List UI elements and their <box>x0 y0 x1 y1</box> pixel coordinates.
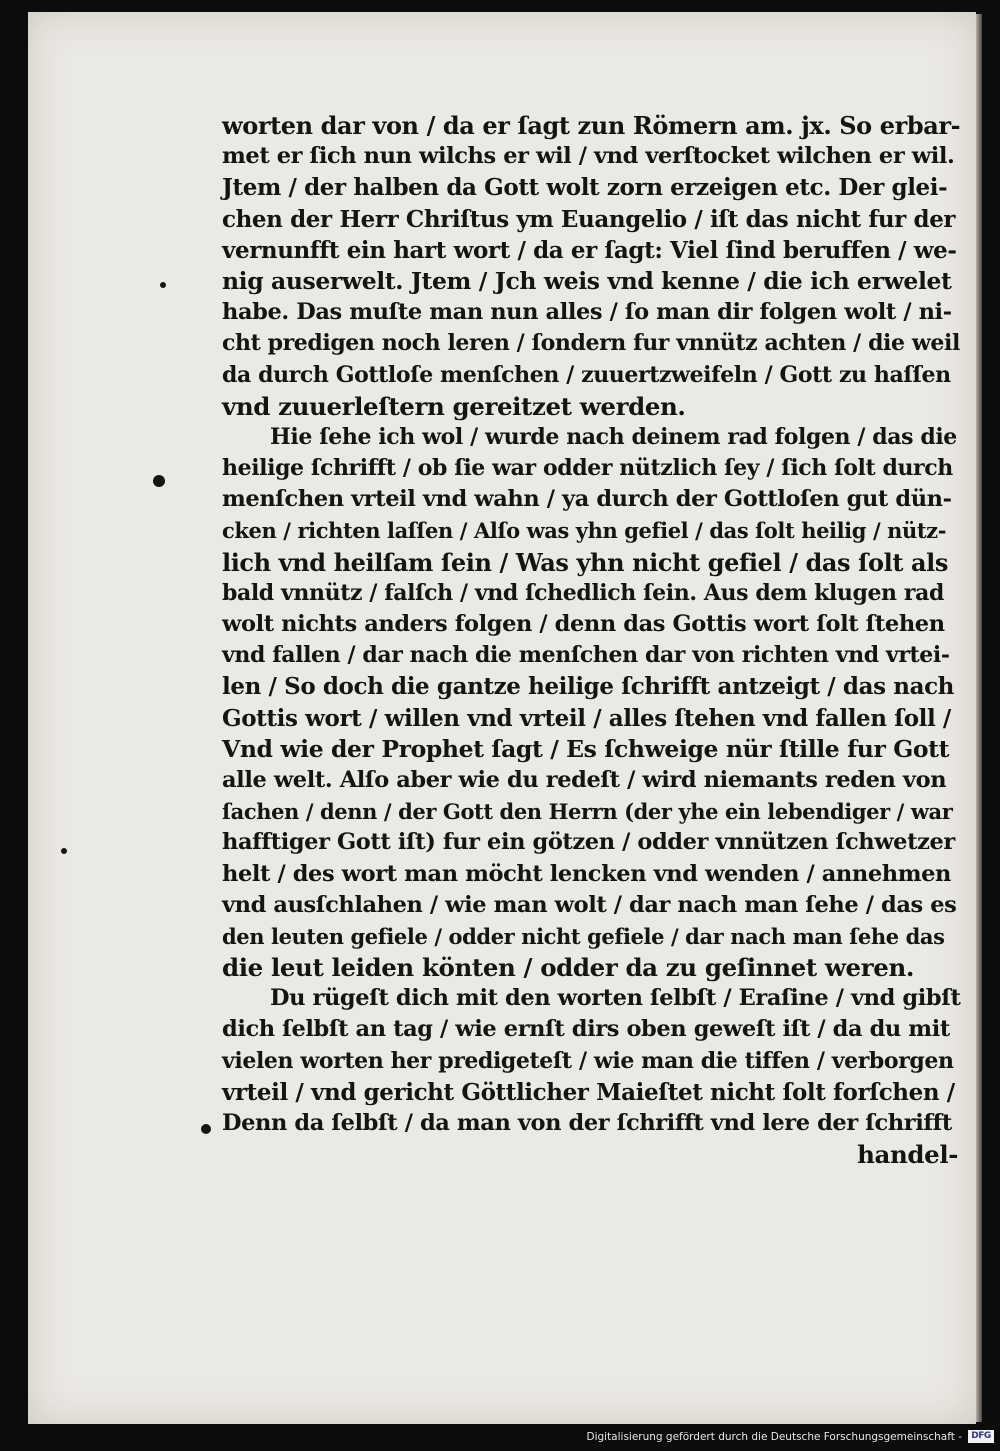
text-line: Hie ſehe ich wol / wurde nach deinem rad folgen / das die <box>270 423 957 450</box>
text-line: nig auserwelt. Jtem / Jch weis vnd kenne / die ich erwelet <box>222 266 952 295</box>
text-line: wolt nichts anders folgen / denn das Gottis wort ſolt ſtehen <box>222 611 945 637</box>
text-line: hafftiger Gott iſt) fur ein götzen / odder vnnützen ſchwetzer <box>222 829 955 856</box>
margin-dot <box>153 475 165 487</box>
text-line: habe. Das muſte man nun alles / ſo man dir folgen wolt / ni- <box>222 299 952 326</box>
margin-dot <box>61 848 67 854</box>
text-line: len / So doch die gantze heilige ſchrifft antzeigt / das nach <box>222 673 954 701</box>
margin-dot <box>201 1124 211 1134</box>
text-line: vnd ausſchlahen / wie man wolt / dar nach man ſehe / das es <box>222 891 957 918</box>
text-line: ſachen / denn / der Gott den Herrn (der yhe ein lebendiger / war <box>222 799 953 825</box>
text-line: vielen worten her predigeteſt / wie man die tiffen / verborgen <box>222 1047 954 1074</box>
text-line: da durch Gottloſe menſchen / zuuertzweifeln / Gott zu haſſen <box>222 361 951 388</box>
text-line: menſchen vrteil vnd wahn / ya durch der Gottloſen gut dün- <box>222 486 952 513</box>
text-line: vrteil / vnd gericht Göttlicher Maieſtet nicht ſolt forſchen / <box>222 1078 955 1106</box>
text-line: alle welt. Alſo aber wie du redeſt / wird niemants reden von <box>222 766 947 793</box>
text-line: chen der Herr Chriſtus ym Euangelio / iſt das nicht fur der <box>222 205 956 233</box>
text-line: Du rügeſt dich mit den worten ſelbſt / Eraſine / vnd gibſt <box>270 985 961 1012</box>
text-line: bald vnnütz / falſch / vnd ſchedlich ſein. Aus dem klugen rad <box>222 579 944 606</box>
page-edge <box>976 14 982 1422</box>
text-line: vernunfft ein hart wort / da er ſagt: Viel ſind beruffen / we- <box>222 236 957 264</box>
footer-bar <box>0 1424 1000 1451</box>
text-line: lich vnd heilſam ſein / Was yhn nicht gefiel / das ſolt als <box>222 547 948 577</box>
text-line: handel- <box>857 1140 958 1170</box>
text-line: den leuten gefiele / odder nicht gefiele / dar nach man ſehe das <box>222 923 945 949</box>
text-line: vnd zuuerleſtern gereitzet werden. <box>222 391 686 421</box>
text-line: Vnd wie der Prophet ſagt / Es ſchweige nür ſtille fur Gott <box>222 734 950 763</box>
dfg-logo: DFG <box>968 1430 994 1443</box>
text-line: helt / des wort man möcht lencken vnd wenden / annehmen <box>222 860 951 887</box>
text-line: dich ſelbſt an tag / wie ernſt dirs oben geweſt iſt / da du mit <box>222 1016 950 1043</box>
text-line: heilige ſchrifft / ob ſie war odder nützlich ſey / ſich ſolt durch <box>222 455 953 482</box>
text-line: met er ſich nun wilchs er wil / vnd verſtocket wilchen er wil. <box>222 143 955 170</box>
page-text <box>222 110 960 1170</box>
text-line: Gottis wort / willen vnd vrteil / alles ſtehen vnd fallen ſoll / <box>222 704 951 732</box>
text-line: die leut leiden könten / odder da zu geſinnet weren. <box>222 953 914 983</box>
digitization-credit: Digitalisierung gefördert durch die Deutsche Forschungsgemeinschaft - <box>586 1431 962 1443</box>
text-line: cht predigen noch leren / ſondern fur vnnütz achten / die weil <box>222 330 960 357</box>
text-line: Denn da ſelbſt / da man von der ſchrifft vnd lere der ſchrifft <box>222 1110 952 1136</box>
text-line: cken / richten laſſen / Alſo was yhn gefiel / das ſolt heilig / nütz- <box>222 518 947 544</box>
text-line: worten dar von / da er ſagt zun Römern am. jx. So erbar- <box>222 111 961 140</box>
text-line: vnd fallen / dar nach die menſchen dar von richten vnd vrtei- <box>222 642 950 669</box>
margin-dot <box>160 282 166 288</box>
text-line: Jtem / der halben da Gott wolt zorn erzeigen etc. Der glei- <box>222 174 948 202</box>
